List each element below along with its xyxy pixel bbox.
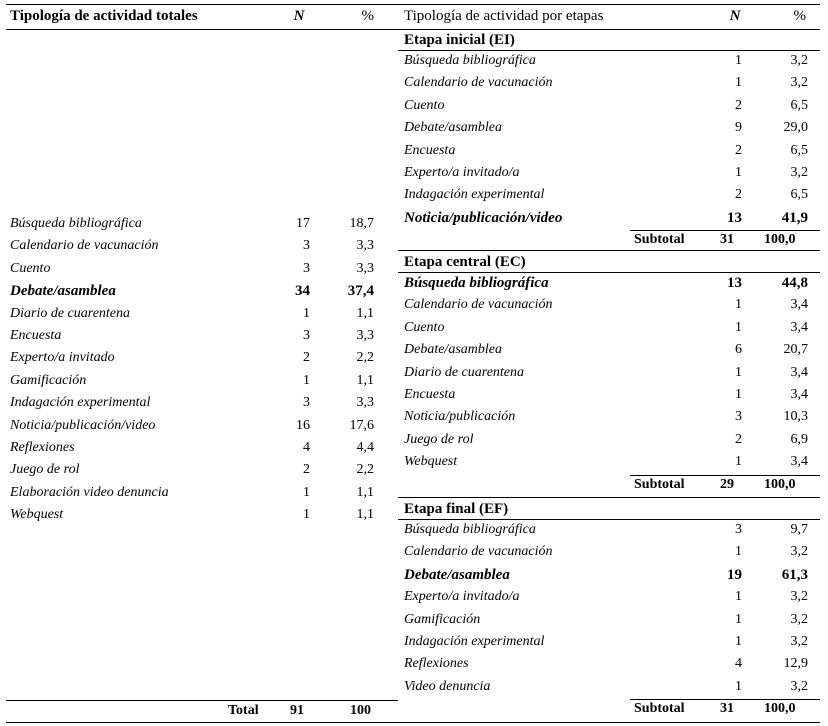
stage-row [404, 95, 808, 117]
subtotal-n: 31 [720, 701, 734, 717]
stage-title: Etapa final (EF) [404, 501, 509, 517]
stage-row [404, 72, 808, 94]
totals-label: Debate/asamblea [10, 283, 116, 300]
totals-label: Gamificación [10, 372, 87, 388]
stage-n: 1 [735, 297, 742, 313]
totals-row [10, 347, 374, 369]
stage-row [404, 631, 808, 653]
totals-n: 3 [303, 260, 310, 276]
stage-label: Debate/asamblea [404, 566, 510, 583]
right-pct-header: % [793, 8, 806, 24]
stage-label: Búsqueda bibliográfica [404, 522, 536, 537]
stage-row [404, 362, 808, 384]
stage-n: 2 [735, 187, 742, 203]
totals-row [10, 370, 374, 392]
stage-row [404, 586, 808, 608]
subtotal-n: 31 [720, 232, 734, 248]
header-rule [6, 29, 820, 30]
totals-n: 1 [303, 507, 310, 523]
stage-label: Indagación experimental [404, 187, 545, 203]
subtotal-pct: 100,0 [764, 476, 796, 492]
stage-n: 6 [735, 342, 742, 358]
stage-row [404, 653, 808, 675]
totals-pct: 1,1 [356, 484, 374, 500]
totals-pct: 1,1 [356, 507, 374, 523]
totals-n: 1 [303, 372, 310, 388]
stage-n: 4 [735, 656, 742, 672]
totals-row [10, 437, 374, 459]
stage-pct: 41,9 [781, 209, 808, 226]
left-pct-header: % [361, 8, 374, 24]
stage-row [404, 207, 808, 229]
right-title: Tipología de actividad por etapas [404, 8, 604, 24]
totals-pct: 37,4 [347, 283, 374, 300]
totals-label: Calendario de vacunación [10, 238, 159, 254]
stage-row [404, 406, 808, 428]
totals-pct: 1,1 [356, 372, 374, 388]
stage-row [404, 609, 808, 631]
stage-n: 2 [735, 431, 742, 447]
stage-row [404, 162, 808, 184]
stage-pct: 6,5 [790, 142, 808, 158]
stage-n: 1 [735, 589, 742, 605]
stage-pct: 20,7 [783, 342, 808, 358]
stage-label: Cuento [404, 319, 445, 335]
stage-n: 1 [735, 454, 742, 470]
totals-label: Búsqueda bibliográfica [10, 216, 142, 231]
stage-pct: 3,2 [790, 678, 808, 694]
subtotal-label: Subtotal [634, 476, 685, 492]
stage-n: 1 [735, 364, 742, 380]
stage-n: 13 [727, 275, 742, 291]
stage-row [404, 339, 808, 361]
stage-rule [398, 250, 820, 251]
totals-n: 1 [303, 305, 310, 321]
stage-n: 13 [727, 209, 742, 226]
stage-n: 1 [735, 678, 742, 694]
totals-label: Reflexiones [10, 440, 75, 455]
stage-n: 1 [735, 544, 742, 560]
stage-n: 3 [735, 409, 742, 425]
totals-row [10, 504, 374, 526]
stage-pct: 3,4 [790, 319, 808, 335]
stage-row [404, 117, 808, 139]
totals-label: Indagación experimental [10, 395, 151, 411]
totals-pct: 3,3 [356, 260, 374, 276]
subtotal-row [0, 229, 828, 251]
stage-pct: 3,2 [790, 53, 808, 68]
stage-n: 1 [735, 165, 742, 180]
totals-row [10, 392, 374, 414]
stage-row [404, 564, 808, 586]
stage-n: 1 [735, 634, 742, 649]
totals-n: 16 [296, 417, 310, 433]
total-pct: 100 [350, 703, 371, 718]
stage-label: Indagación experimental [404, 634, 545, 649]
stage-pct: 10,3 [783, 409, 808, 425]
total-label: Total [228, 703, 259, 718]
stage-pct: 6,5 [790, 97, 808, 113]
stage-n: 2 [735, 142, 742, 158]
stage-label: Debate/asamblea [404, 120, 502, 136]
totals-n: 2 [303, 350, 310, 366]
stage-label: Encuesta [404, 142, 456, 158]
totals-pct: 3,3 [356, 395, 374, 411]
stage-n: 1 [735, 75, 742, 91]
stage-pct: 12,9 [783, 656, 808, 672]
totals-row [10, 280, 374, 302]
stage-pct: 9,7 [790, 522, 808, 537]
bottom-rule [6, 722, 820, 723]
stage-pct: 3,2 [790, 611, 808, 627]
stage-pct: 3,4 [790, 364, 808, 380]
stage-label: Calendario de vacunación [404, 297, 553, 313]
totals-pct: 18,7 [349, 216, 374, 231]
subtotal-n: 29 [720, 476, 734, 492]
stage-label: Noticia/publicación [404, 409, 516, 425]
totals-label: Diario de cuarentena [10, 305, 131, 321]
totals-pct: 2,2 [356, 350, 374, 366]
subtotal-pct: 100,0 [764, 232, 796, 248]
stage-row [404, 50, 808, 72]
totals-row [10, 258, 374, 280]
stage-pct: 29,0 [783, 120, 808, 136]
totals-n: 4 [303, 440, 310, 455]
stage-row [404, 429, 808, 451]
totals-label: Experto/a invitado [10, 350, 115, 366]
stage-pct: 3,4 [790, 297, 808, 313]
totals-n: 17 [296, 216, 310, 231]
stage-label: Diario de cuarentena [404, 364, 525, 380]
totals-pct: 4,4 [356, 440, 374, 455]
subtotal-row [0, 698, 828, 720]
stage-pct: 61,3 [781, 566, 808, 583]
totals-pct: 3,3 [356, 238, 374, 254]
stage-pct: 3,4 [790, 387, 808, 402]
totals-pct: 17,6 [349, 417, 374, 433]
stage-pct: 3,2 [790, 75, 808, 91]
stage-row [404, 451, 808, 473]
stage-row [404, 184, 808, 206]
total-n: 91 [290, 703, 304, 718]
totals-label: Webquest [10, 507, 64, 523]
left-n-header: N [293, 8, 305, 24]
stage-pct: 3,4 [790, 454, 808, 470]
stage-label: Reflexiones [404, 656, 469, 672]
stage-n: 9 [735, 120, 742, 136]
stage-row [404, 294, 808, 316]
totals-n: 3 [303, 328, 310, 343]
stage-label: Webquest [404, 454, 458, 470]
stage-label: Búsqueda bibliográfica [404, 275, 549, 291]
top-rule [6, 4, 820, 5]
total-rule [6, 700, 398, 701]
stage-n: 19 [727, 566, 742, 583]
totals-label: Elaboración video denuncia [10, 484, 169, 500]
totals-row [10, 415, 374, 437]
right-n-header: N [729, 8, 741, 24]
stage-label: Noticia/publicación/video [404, 209, 563, 226]
totals-row [10, 325, 374, 347]
stage-row [404, 676, 808, 698]
stage-label: Experto/a invitado/a [404, 589, 520, 605]
totals-n: 3 [303, 395, 310, 411]
stage-label: Calendario de vacunación [404, 544, 553, 560]
stage-label: Juego de rol [404, 431, 474, 447]
stage-n: 1 [735, 611, 742, 627]
totals-label: Juego de rol [10, 462, 80, 478]
stage-row [404, 384, 808, 406]
stage-rule [398, 497, 820, 498]
subtotal-label: Subtotal [634, 701, 685, 717]
stage-pct: 44,8 [781, 275, 808, 291]
totals-row [10, 303, 374, 325]
totals-pct: 3,3 [356, 328, 374, 343]
stage-row [404, 272, 808, 294]
totals-label: Noticia/publicación/video [10, 417, 156, 433]
stage-label: Experto/a invitado/a [404, 165, 520, 180]
totals-n: 1 [303, 484, 310, 500]
stage-pct: 6,5 [790, 187, 808, 203]
stage-pct: 3,2 [790, 589, 808, 605]
stage-title: Etapa central (EC) [404, 254, 526, 270]
stage-label: Búsqueda bibliográfica [404, 53, 536, 68]
left-title: Tipología de actividad totales [10, 8, 198, 24]
stage-row [404, 317, 808, 339]
stage-row [404, 519, 808, 541]
stage-label: Debate/asamblea [404, 342, 502, 358]
stage-row [404, 140, 808, 162]
totals-n: 34 [295, 283, 310, 300]
stage-n: 1 [735, 387, 742, 402]
totals-n: 2 [303, 462, 310, 478]
totals-label: Cuento [10, 260, 51, 276]
stage-n: 1 [735, 319, 742, 335]
stage-label: Video denuncia [404, 678, 491, 694]
stage-pct: 3,2 [790, 165, 808, 180]
totals-label: Encuesta [10, 328, 62, 343]
stage-pct: 3,2 [790, 544, 808, 560]
subtotal-pct: 100,0 [764, 701, 796, 717]
stage-label: Cuento [404, 97, 445, 113]
stage-label: Calendario de vacunación [404, 75, 553, 91]
totals-pct: 2,2 [356, 462, 374, 478]
stage-pct: 6,9 [790, 431, 808, 447]
stage-row [404, 541, 808, 563]
stage-n: 3 [735, 522, 742, 537]
subtotal-label: Subtotal [634, 232, 685, 248]
stage-label: Encuesta [404, 387, 456, 402]
totals-n: 3 [303, 238, 310, 254]
totals-pct: 1,1 [356, 305, 374, 321]
subtotal-row [0, 474, 828, 496]
stage-title: Etapa inicial (EI) [404, 32, 515, 48]
stage-n: 2 [735, 97, 742, 113]
stage-label: Gamificación [404, 611, 481, 627]
stage-n: 1 [735, 53, 742, 68]
stage-pct: 3,2 [790, 634, 808, 649]
